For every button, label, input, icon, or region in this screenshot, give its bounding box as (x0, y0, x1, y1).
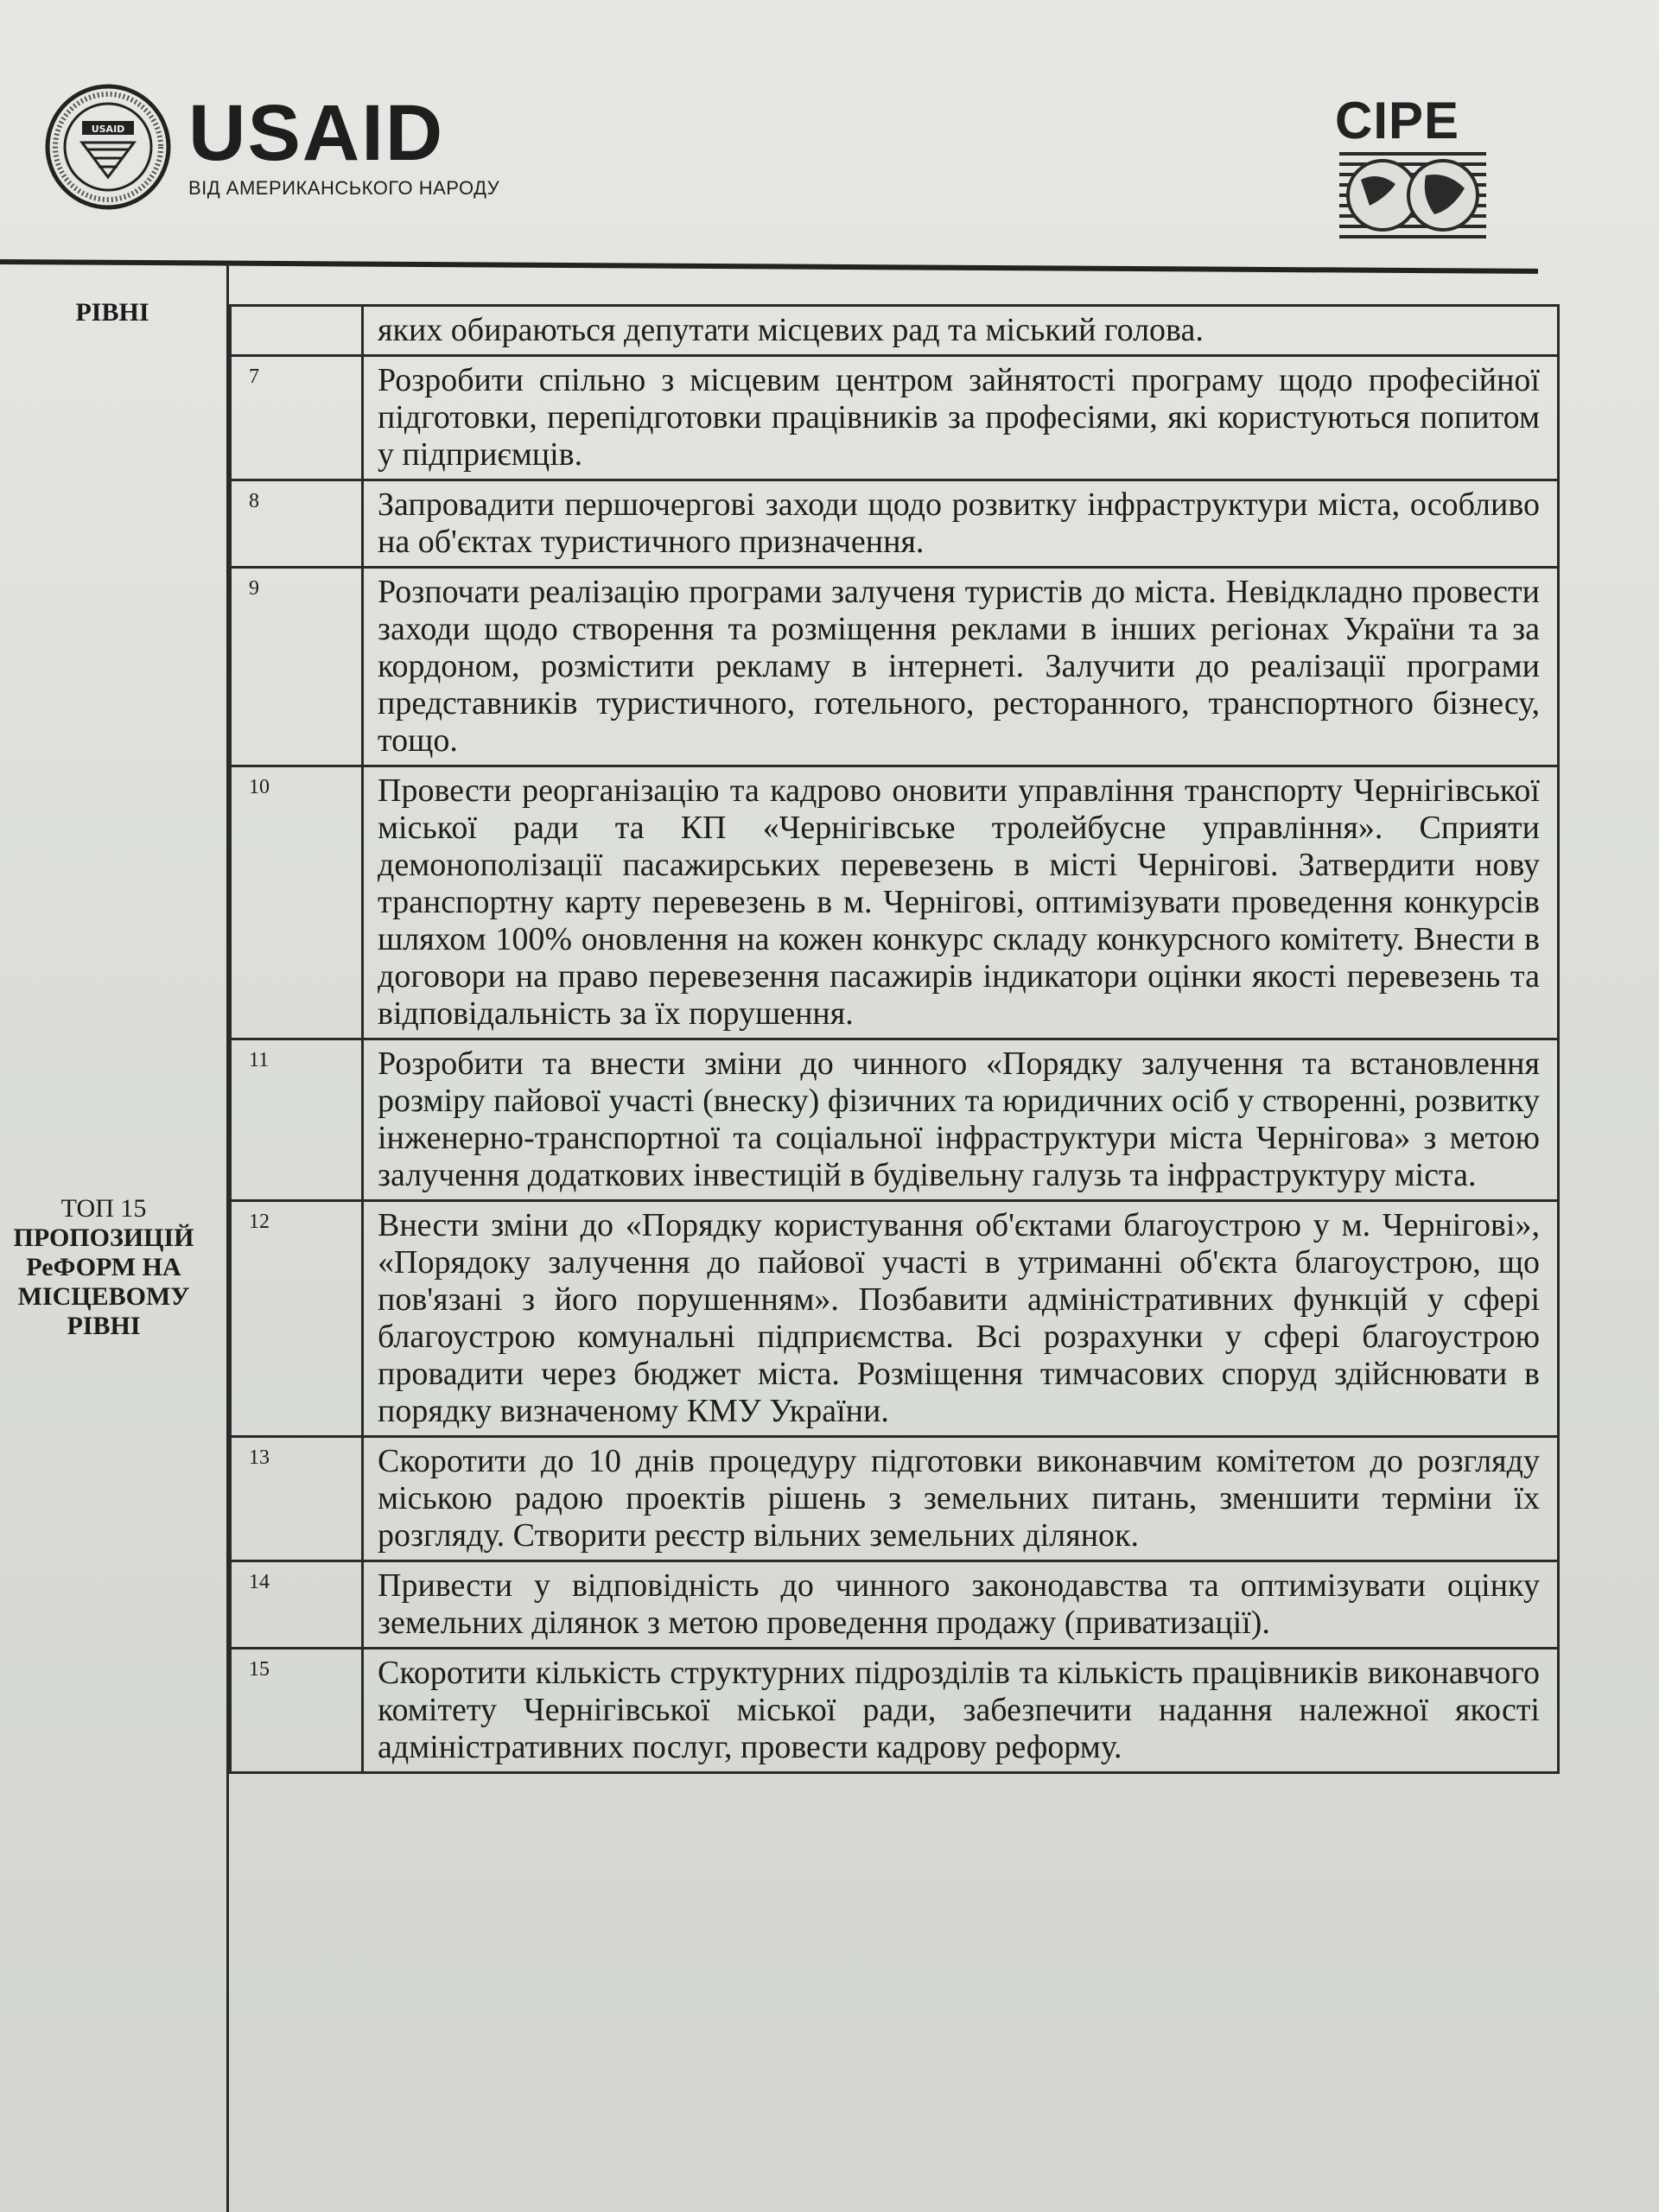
row-text: яких обираються депутати місцевих рад та міський голова. (363, 306, 1559, 356)
usaid-tagline: ВІД АМЕРИКАНСЬКОГО НАРОДУ (188, 177, 500, 199)
row-number: 11 (231, 1039, 363, 1201)
row-number: 8 (231, 480, 363, 568)
row-text: Розробити спільно з місцевим центром зайнятості програму щодо професійної підготовки, перепідготовки працівників за професіями, які користуються попитом у підприємців. (363, 356, 1559, 480)
cipe-logo (1335, 92, 1499, 249)
row-text: Скоротити кількість структурних підрозділів та кількість працівників виконавчого комітету Чернігівської міської ради, забезпечити надання належної якості адміністративних послуг, провести кадрову реформу. (363, 1649, 1559, 1773)
row-text: Розпочати реалізацію програми залученя туристів до міста. Невідкладно провести заходи щодо створення та розміщення реклами в інших регіонах України та за кордоном, розмістити рекламу в інтернеті. Залучити до реалізації програми представників туристичного, готельного, ресторанного, транспортного бізнесу, тощо. (363, 568, 1559, 766)
category-label-2: ТОП 15 ПРОПОЗИЦІЙ РеФОРМ НА МІСЦЕВОМУ РІВНІ (13, 1194, 194, 1340)
usaid-name: USAID (188, 89, 445, 177)
table-row (231, 306, 1559, 356)
row-text: Розробити та внести зміни до чинного «Порядку залучення та встановлення розміру пайової участі (внеску) фізичних та юридичних осіб у створенні, розвитку інженерно-транспортної та соціальної інфраструктури міста Чернігова» з метою залучення додаткових інвестицій в будівельну галузь та інфраструктуру міста. (363, 1039, 1559, 1201)
row-text: Запровадити першочергові заходи щодо розвитку інфраструктури міста, особливо на об'єктах туристичного призначення. (363, 480, 1559, 568)
usaid-seal-icon (43, 82, 173, 212)
row-text: Внести зміни до «Порядку користування об'єктами благоустрою у м. Чернігові», «Порядоку залучення до пайової участі в утриманні об'єкта благоустрою, що пов'язані з його порушенням». Позбавити адміністративних функцій у сфері благоустрою комунальні підприємства. Всі розрахунки у сфері благоустрою провадити через бюджет міста. Розміщення тимчасових споруд здійснювати в порядку визначеному КМУ України. (363, 1201, 1559, 1437)
row-number (231, 306, 363, 356)
table-row (231, 766, 1559, 1039)
table-row (231, 568, 1559, 766)
row-number: 14 (231, 1561, 363, 1649)
row-number: 13 (231, 1437, 363, 1561)
header-divider (0, 259, 1538, 274)
table-row (231, 1561, 1559, 1649)
cipe-name: CIPE (1335, 92, 1460, 149)
category-label-1: РІВНІ (75, 298, 149, 327)
row-number: 15 (231, 1649, 363, 1773)
row-text: Провести реорганізацію та кадрово оновити управління транспорту Чернігівської міської ради та КП «Чернігівське тролейбусне управління». Сприяти демонополізації пасажирських перевезень в місті Чернігові. Затвердити нову транспортну карту перевезень в м. Чернігові, оптимізувати проведення конкурсів шляхом 100% оновлення на кожен конкурс складу конкурсного комітету. Внести в договори на право перевезення пасажирів індикатори оцінки якості перевезень та відповідальність за їх порушення. (363, 766, 1559, 1039)
row-text: Скоротити до 10 днів процедуру підготовки виконавчим комітетом до розгляду міською радою проектів рішень з земельних питань, зменшити терміни їх розгляду. Створити реєстр вільних земельних ділянок. (363, 1437, 1559, 1561)
row-number: 12 (231, 1201, 363, 1437)
table-row (231, 1039, 1559, 1201)
table-row (231, 1649, 1559, 1773)
table-row (231, 1437, 1559, 1561)
table-row (231, 356, 1559, 480)
row-number: 10 (231, 766, 363, 1039)
svg-text:USAID: USAID (91, 124, 125, 135)
row-text: Привести у відповідність до чинного законодавства та оптимізувати оцінку земельних ділянок з метою проведення продажу (приватизації). (363, 1561, 1559, 1649)
row-number: 7 (231, 356, 363, 480)
usaid-logo (43, 82, 499, 212)
row-number: 9 (231, 568, 363, 766)
cipe-globe-icon (1335, 145, 1491, 249)
table-row (231, 1201, 1559, 1437)
table-row (231, 480, 1559, 568)
proposals-table (229, 304, 1560, 1774)
